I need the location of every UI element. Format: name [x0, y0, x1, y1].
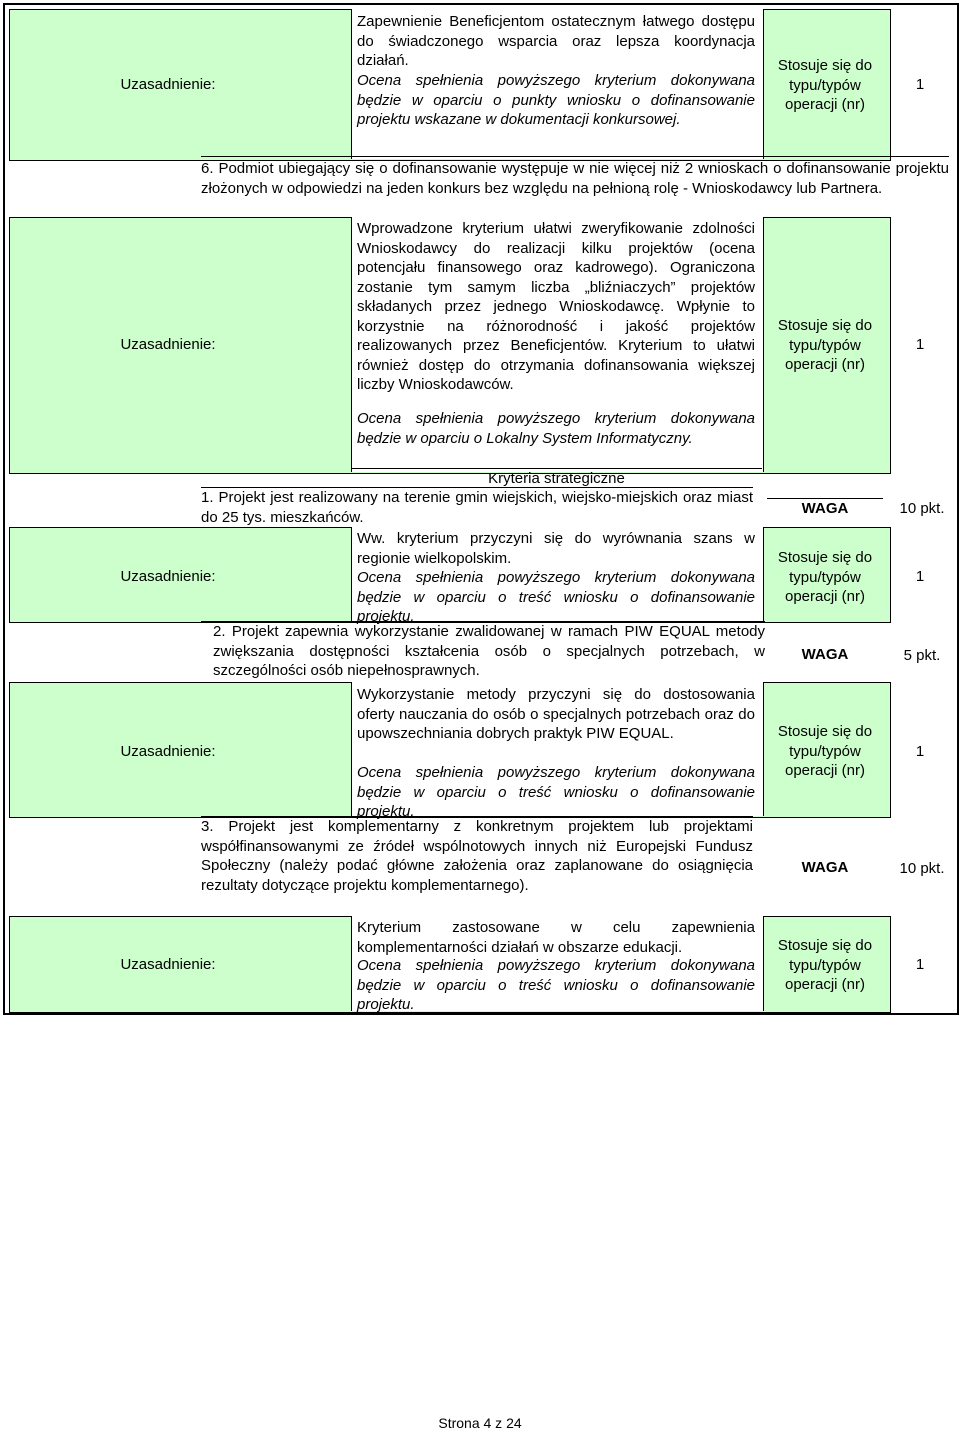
s2-num: 1 — [915, 743, 925, 760]
s3-note: Ocena spełnienia powyższego kryterium dokonywana będzie w oparciu o treść wniosku o dofinansowanie projektu. — [357, 957, 755, 1013]
s2-heading: 2. Projekt zapewnia wykorzystanie zwalidowanej w ramach PIW EQUAL metody zwiększania dostępności kształcenia osób o specjalnych potrzebach, w szczególności osób niepełnosprawnych. — [201, 621, 765, 681]
s1-waga: WAGA — [767, 498, 883, 519]
s3-label: Uzasadnienie: — [120, 956, 216, 973]
s2-waga: WAGA — [801, 646, 849, 663]
s1-num: 1 — [915, 568, 925, 585]
strategic-title: Kryteria strategiczne — [351, 468, 762, 489]
row1-num: 1 — [915, 76, 925, 93]
s3-points: 10 pkt. — [899, 860, 945, 877]
s3-text: Kryterium zastosowane w celu zapewnienia komplementarności działań w obszarze edukacji. — [357, 919, 755, 956]
row1-note: Ocena spełnienia powyższego kryterium dokonywana będzie w oparciu o punkty wniosku o dofinansowanie projektu wskazane w dokumentacji konkursowej. — [357, 72, 755, 128]
row1-text: Zapewnienie Beneficjentom ostatecznym łatwego dostępu do świadczonego wsparcia oraz lepsza koordynacja działań. — [357, 13, 755, 69]
row2-note: Ocena spełnienia powyższego kryterium dokonywana będzie w oparciu o Lokalny System Informatyczny. — [357, 410, 755, 447]
s1-points: 10 pkt. — [899, 500, 945, 517]
row1-applies: Stosuje się do typu/typów operacji (nr) — [777, 57, 873, 113]
s2-label: Uzasadnienie: — [120, 743, 216, 760]
row2-num: 1 — [915, 336, 925, 353]
row1-label: Uzasadnienie: — [120, 76, 216, 93]
s2-note: Ocena spełnienia powyższego kryterium dokonywana będzie w oparciu o treść wniosku o dofinansowanie projektu. — [357, 764, 755, 820]
s3-heading: 3. Projekt jest komplementarny z konkretnym projektem lub projektami współfinansowanymi ze źródeł wspólnotowych innych niż Europejski Fundusz Społeczny (należy podać główne założenia oraz zaplanowane do osiągnięcia rezultaty dotyczące projektu komplementarnego). — [201, 818, 753, 894]
s2-text: Wykorzystanie metody przyczyni się do dostosowania oferty nauczania do osób o specjalnych potrzebach oraz do upowszechniania dobrych praktyk PIW EQUAL. — [357, 686, 755, 742]
s3-waga: WAGA — [801, 859, 849, 876]
s1-heading: 1. Projekt jest realizowany na terenie gmin wiejskich, wiejsko-miejskich oraz miast do 25 tys. mieszkańców. — [201, 489, 753, 526]
row2-heading: 6. Podmiot ubiegający się o dofinansowanie występuje w nie więcej niż 2 wnioskach o dofinansowanie projektu złożonych w odpowiedzi na jeden konkurs bez względu na pełnioną rolę - Wnioskodawcy lub Partnera. — [201, 156, 949, 198]
s3-num: 1 — [915, 956, 925, 973]
s1-note: Ocena spełnienia powyższego kryterium dokonywana będzie w oparciu o treść wniosku o dofinansowanie projektu. — [357, 569, 755, 625]
row2-text: Wprowadzone kryterium ułatwi zweryfikowanie zdolności Wnioskodawcy do realizacji kilku projektów (ocena potencjału finansowego oraz kadrowego). Ograniczona zostanie tym samym liczba „bliźniaczych” projektów składanych przez jednego Wnioskodawcę. Wpłynie to korzystnie na różnorodność i jakość projektów realizowanych przez Beneficjentów. Kryterium to ułatwi również dostęp do otrzymania dofinansowania większej liczby Wnioskodawców. — [357, 220, 755, 393]
row2-applies: Stosuje się do typu/typów operacji (nr) — [777, 317, 873, 373]
page-footer: Strona 4 z 24 — [438, 1415, 522, 1431]
s1-applies: Stosuje się do typu/typów operacji (nr) — [777, 549, 873, 605]
s2-applies: Stosuje się do typu/typów operacji (nr) — [777, 723, 873, 779]
s1-text: Ww. kryterium przyczyni się do wyrównania szans w regionie wielkopolskim. — [357, 530, 755, 567]
s3-applies: Stosuje się do typu/typów operacji (nr) — [777, 937, 873, 993]
s1-label: Uzasadnienie: — [120, 568, 216, 585]
s2-points: 5 pkt. — [903, 647, 941, 664]
criteria-table — [3, 3, 959, 1015]
row2-label: Uzasadnienie: — [120, 336, 216, 353]
